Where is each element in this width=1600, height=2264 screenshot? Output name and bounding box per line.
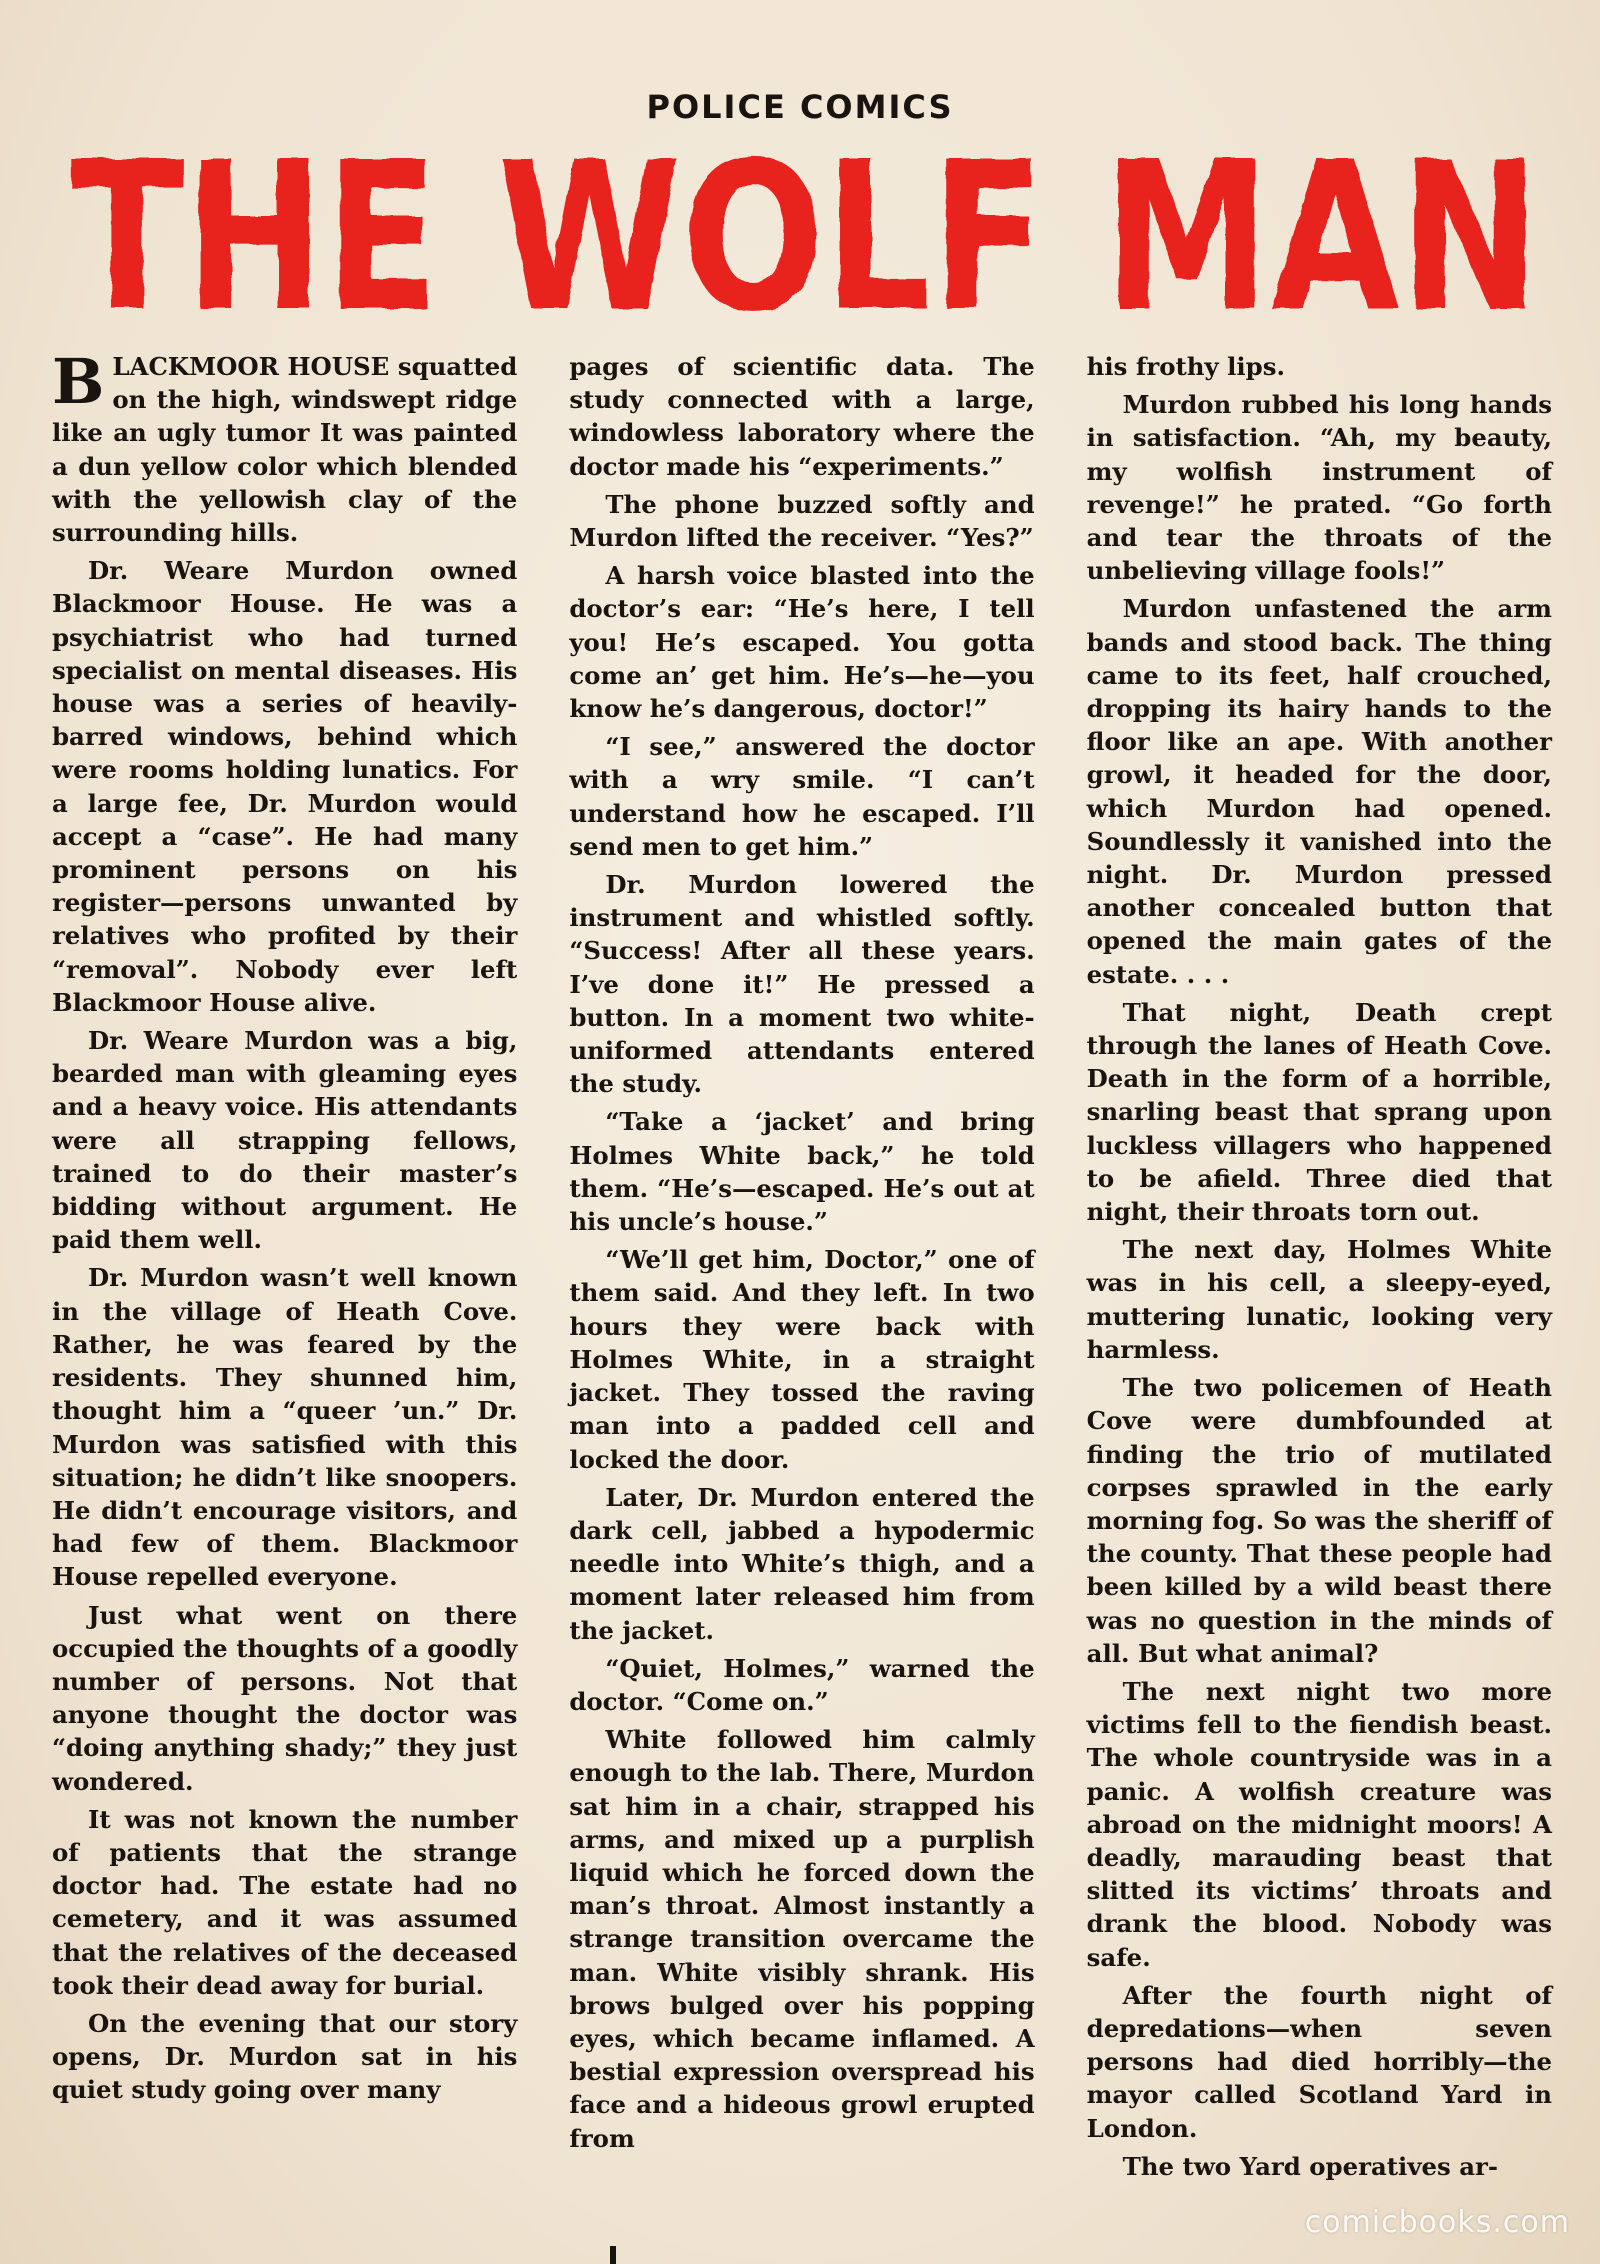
paragraph-text: White followed him calmly enough to the lab. There, Murdon sat him in a chair, strapped his arms, and mixed up a purplish liquid which he forced down the man’s throat. Almost instantly a strange transition overcame the man. White visibly shrank. His brows bulged over his popping eyes, which became inflamed. A bestial expression overspread his face and a hideous growl erupted from [569, 1725, 1035, 2153]
paragraph [569, 1481, 1034, 1647]
watermark: comicbooks.com [1304, 2205, 1570, 2240]
paragraph-text: Murdon unfastened the arm bands and stood back. The thing came to its feet, half crouched, dropping its hairy hands to the floor like an ape. With another growl, it headed for the door, which Murdon had opened. Soundlessly it vanished into the night. Dr. Murdon pressed another concealed button that opened the main gates of the estate. . . . [1086, 594, 1552, 989]
story-title [60, 130, 1550, 330]
paragraph [1087, 1371, 1552, 1670]
paragraph-text: Dr. Murdon wasn’t well known in the village of Heath Cove. Rather, he was feared by the residents. They shunned him, thought him a “queer ’un.” Dr. Murdon was satisfied with this situation; he didn’t like snoopers. He didn’t encourage visitors, and had few of them. Blackmoor House repelled everyone. [52, 1263, 518, 1592]
paragraph-text: The next night two more victims fell to the fiendish beast. The whole countryside was in a panic. A wolfish creature was abroad on the midnight moors! A deadly, marauding beast that slitted its victims’ throats and drank the blood. Nobody was safe. [1086, 1676, 1552, 1972]
page-mark [610, 2246, 616, 2264]
drop-cap: B [52, 345, 105, 418]
paragraph [569, 1105, 1034, 1238]
masthead: POLICE COMICS [646, 88, 954, 126]
paragraph-text: That night, Death crept through the lanes of Heath Cove. Death in the form of a horrible, snarling beast that sprang upon luckless villagers who happened to be afield. Three died that night, their throats torn out. [1086, 997, 1552, 1227]
paragraph [52, 1024, 517, 1256]
paragraph-text: “We’ll get him, Doctor,” one of them said. And they left. In two hours they were back with Holmes White, in a straight jacket. They tossed the raving man into a padded cell and locked the door. [569, 1245, 1035, 1474]
column-2 [569, 350, 1034, 2190]
paragraph [1087, 2150, 1552, 2183]
paragraph [1087, 996, 1552, 1228]
title-text: THE WOLF MAN [70, 130, 1540, 330]
paragraph-text: The phone buzzed softly and Murdon lifted the receiver. “Yes?” [569, 489, 1035, 553]
paragraph-text: A harsh voice blasted into the doctor’s ear: “He’s here, I tell you! He’s escaped. You gotta come an’ get him. He’s—he—you know he’s dangerous, doctor!” [569, 561, 1035, 724]
paragraph-text: The two Yard operatives ar- [1122, 2151, 1499, 2181]
paragraph-text: The next day, Holmes White was in his cell, a sleepy-eyed, muttering lunatic, looking very harmless. [1086, 1235, 1552, 1364]
paragraph-text: It was not known the number of patients that the strange doctor had. The estate had no cemetery, and it was assumed that the relatives of the deceased took their dead away for burial. [52, 1804, 518, 2000]
paragraph-text: Dr. Weare Murdon was a big, bearded man with gleaming eyes and a heavy voice. His attendants were all strapping fellows, trained to do their master’s bidding without argument. He paid them well. [52, 1026, 518, 1255]
paragraph-text: “Take a ‘jacket’ and bring Holmes White back,” he told them. “He’s—escaped. He’s out at his uncle’s house.” [569, 1107, 1035, 1237]
paragraph [52, 1261, 517, 1593]
paragraph [569, 488, 1034, 554]
paragraph-text: his frothy lips. [1086, 352, 1285, 381]
paragraph [569, 1723, 1034, 2155]
paragraph-text: Later, Dr. Murdon entered the dark cell, jabbed a hypodermic needle into White’s thigh, and a moment later released him from the jacket. [569, 1482, 1035, 1645]
paragraph [569, 730, 1034, 863]
paragraph-text: After the fourth night of depredations—when seven persons had died horribly—the mayor called Scotland Yard in London. [1086, 1980, 1552, 2143]
paragraph [1087, 1979, 1552, 2145]
paragraph-text: Just what went on there occupied the thoughts of a goodly number of persons. Not that anyone thought the doctor was “doing anything shady;” they just wondered. [52, 1600, 518, 1796]
paragraph [52, 554, 517, 1019]
paragraph [52, 1599, 517, 1798]
paragraph [1087, 388, 1552, 587]
paragraph [569, 350, 1034, 483]
paragraph-text: Murdon rubbed his long hands in satisfaction. “Ah, my beauty, my wolfish instrument of revenge!” he prated. “Go forth and tear the throats of the unbelieving village fools!” [1086, 390, 1552, 586]
paragraph [1087, 350, 1552, 383]
paragraph-text: The two policemen of Heath Cove were dumbfounded at finding the trio of mutilated corpses sprawled in the early morning fog. So was the sheriff of the county. That these people had been killed by a wild beast there was no question in the minds of all. But what animal? [1086, 1373, 1552, 1668]
paragraph [52, 2007, 517, 2107]
paragraph [1087, 592, 1552, 990]
paragraph-text: Dr. Murdon lowered the instrument and whistled softly. “Success! After all these years. I’ve done it!” He pressed a button. In a moment two white-uniformed attendants entered the study. [569, 870, 1035, 1099]
paragraph-text: “I see,” answered the doctor with a wry smile. “I can’t understand how he escaped. I’ll send men to get him.” [569, 732, 1035, 861]
lead-in: LACKMOOR HOUSE [112, 352, 390, 381]
paragraph [569, 559, 1034, 725]
column-1 [52, 345, 518, 2190]
article-columns [52, 345, 1552, 2190]
paragraph-text: Dr. Weare Murdon owned Blackmoor House. He was a psychiatrist who had turned specialist on mental diseases. His house was a series of heavily-barred windows, behind which were rooms holding lunatics. For a large fee, Dr. Murdon would accept a “case”. He had many prominent persons on his register—persons unwanted by relatives who profited by their “removal”. Nobody ever left Blackmoor House alive. [52, 556, 518, 1017]
paragraph-text: pages of scientific data. The study connected with a large, windowless laboratory where the doctor made his “experiments.” [569, 352, 1035, 481]
paragraph-text: On the evening that our story opens, Dr. Murdon sat in his quiet study going over many [52, 2008, 518, 2105]
paragraph [569, 868, 1034, 1100]
title-lettering [60, 130, 1550, 330]
paragraph [1087, 1233, 1552, 1366]
paragraph-text: squatted on the high, windswept ridge like an ugly tumor It was painted a dun yellow color which blended with the yellowish clay of the surrounding hills. [52, 352, 518, 548]
paragraph [52, 1803, 517, 2002]
paragraph [1087, 1675, 1552, 1974]
paragraph [569, 1243, 1034, 1475]
column-3 [1087, 350, 1552, 2190]
paragraph [569, 1652, 1034, 1718]
paragraph [52, 345, 518, 549]
paragraph-text: “Quiet, Holmes,” warned the doctor. “Come on.” [569, 1653, 1035, 1716]
